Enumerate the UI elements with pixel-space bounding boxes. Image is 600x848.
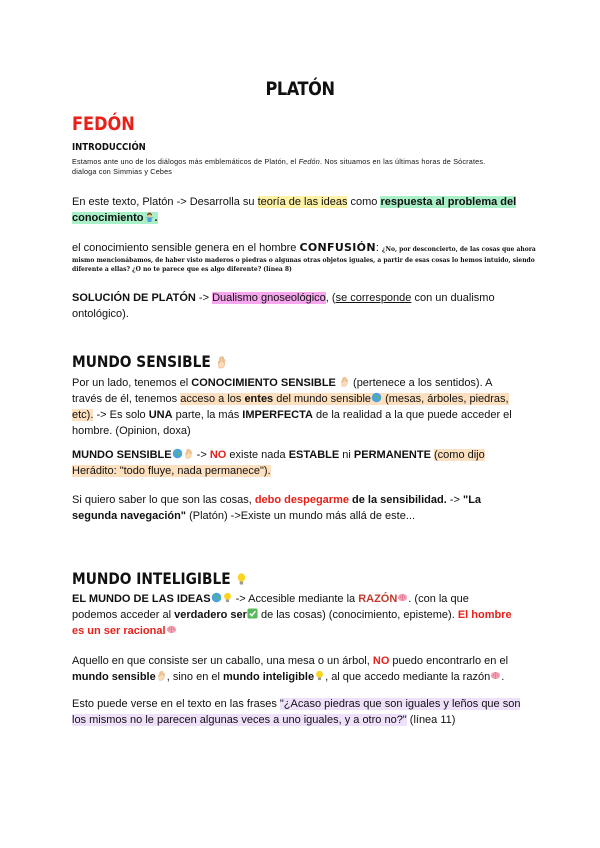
heading-mundo-inteligible <box>72 569 248 588</box>
int-quote-a: "¿Acaso piedras que son iguales y leños que son <box>279 698 521 710</box>
sens-s1a: Si quiero saber lo que son las cosas, <box>72 494 255 506</box>
paragraph-confusion <box>72 240 542 274</box>
page-title: PLATÓN <box>265 78 335 100</box>
p3-text-g: ontológico). <box>72 308 129 320</box>
inteligible-heading-text: MUNDO INTELIGIBLE <box>72 569 231 588</box>
heading-mundo-sensible <box>72 352 228 371</box>
sens-la: "La <box>462 494 482 506</box>
woman-shrug-icon <box>144 212 155 224</box>
int-l1d: . (con la que <box>408 593 469 605</box>
intro-text <box>72 157 542 177</box>
int-c2d: , al que accedo mediante la razón <box>325 671 491 683</box>
int-mundo-sensible: mundo sensible <box>72 671 156 683</box>
paragraph-ideas <box>72 591 532 639</box>
raised-hand-icon <box>183 449 194 461</box>
brain-icon <box>490 671 501 683</box>
sens-examples: (mesas, árboles, piedras, <box>382 393 509 405</box>
int-mundo-inteligible: mundo inteligible <box>223 671 315 683</box>
sens-m1f: ni <box>339 449 354 461</box>
raised-hand-icon <box>339 377 350 389</box>
lightbulb-icon <box>222 593 233 605</box>
sens-despegarme: debo despegarme <box>254 494 349 506</box>
paragraph-sensible-knowledge <box>72 375 532 439</box>
int-c1a: Aquello en que consiste ser un caballo, una mesa o un árbol, <box>72 655 373 667</box>
lightbulb-icon <box>235 569 247 588</box>
paragraph-nothing-stable <box>72 447 532 479</box>
p2-colon: : <box>375 242 382 254</box>
int-c2e: . <box>501 671 505 683</box>
p2-quote-3: diferente a ellas? ¿O no te parece que es algo diferente? (línea 8) <box>72 266 292 273</box>
int-no: NO <box>372 655 390 667</box>
raised-hand-icon <box>156 671 167 683</box>
p1-highlight-response: respuesta al problema del <box>380 196 517 208</box>
sens-heraclito-a: (como dijo <box>434 449 485 461</box>
sens-l3b: -> Es solo <box>93 409 149 421</box>
paragraph-text-evidence <box>72 696 532 728</box>
sens-l3f: de la realidad a la que puede acceder el <box>312 409 512 421</box>
globe-icon <box>371 393 382 405</box>
paragraph-horse-example <box>72 653 532 685</box>
sens-m1d: existe nada <box>226 449 289 461</box>
sens-estable: ESTABLE <box>288 449 340 461</box>
sens-heraclito-b: Herádito: "todo fluye, nada permanece"). <box>72 465 271 477</box>
sens-l4: hombre. (Opinion, doxa) <box>72 425 191 437</box>
p1-highlight-knowledge: conocimiento <box>72 212 144 224</box>
sens-una: UNA <box>148 409 173 421</box>
p3-underline: se corresponde <box>335 292 412 304</box>
int-razon: RAZÓN <box>358 593 398 605</box>
globe-icon <box>211 593 222 605</box>
intro-line2: dialoga con Simmias y Cebes <box>72 167 173 176</box>
brain-icon <box>397 593 408 605</box>
int-verdadero-ser: verdadero ser <box>174 609 247 621</box>
int-line-ref: (línea 11) <box>406 714 456 726</box>
p1-text-a: En este texto, Platón -> Desarrolla su <box>72 196 258 208</box>
int-l2a: podemos acceder al <box>72 609 175 621</box>
int-hombre: El hombre <box>457 609 512 621</box>
sens-mundo: MUNDO SENSIBLE <box>72 449 172 461</box>
sens-s1d: -> <box>446 494 463 506</box>
int-c2b: , sino en el <box>166 671 224 683</box>
sens-access: acceso a los <box>180 393 245 405</box>
sens-no: NO <box>209 449 227 461</box>
p1-text-end: . <box>154 212 158 224</box>
p2-text-a: el conocimiento sensible genera en el hombre <box>72 242 300 254</box>
p3-arrow: -> <box>195 292 213 304</box>
p3-text-d: , ( <box>325 292 336 304</box>
p2-quote-1: ¿No, por desconcierto, de las cosas que ahora <box>381 246 536 253</box>
p3-text-f: con un dualismo <box>411 292 495 304</box>
sens-l1c: (pertenece a los sentidos). A <box>349 377 493 389</box>
intro-heading: INTRODUCCIÓN <box>72 142 146 153</box>
sens-l3d: parte, la más <box>172 409 243 421</box>
paragraph-theory <box>72 194 532 226</box>
paragraph-solution <box>72 290 532 322</box>
section-title-fedon: FEDÓN <box>72 113 135 135</box>
brain-icon <box>166 625 177 637</box>
sens-entes: entes <box>244 393 274 405</box>
globe-icon <box>172 449 183 461</box>
intro-line1-italic: Fedón <box>298 157 320 166</box>
p3-solution: SOLUCIÓN DE PLATÓN <box>72 292 196 304</box>
sens-m1b: -> <box>193 449 210 461</box>
sens-sensibilidad: de la sensibilidad. <box>348 494 447 506</box>
sens-permanente: PERMANENTE <box>353 449 431 461</box>
sens-etc: etc). <box>72 409 94 421</box>
intro-line1-pre: Estamos ante uno de los diálogos más emblemáticos de Platón, el <box>72 157 299 166</box>
p1-highlight-theory: teoría de las ideas <box>257 196 348 208</box>
int-ser-racional: es un ser racional <box>72 625 166 637</box>
paragraph-second-navigation <box>72 492 532 524</box>
int-quote-b: los mismos no le parecen algunas veces a uno iguales, y a otro no?" <box>72 714 407 726</box>
int-l2c: de las cosas) (conocimiento, episteme). <box>257 609 458 621</box>
sens-conocimiento: CONOCIMIENTO SENSIBLE <box>191 377 336 389</box>
intro-line1-post: . Nos situamos en las últimas horas de Sócrates. <box>319 157 486 166</box>
sens-s2b: (Platón) ->Existe un mundo más allá de este... <box>186 510 416 522</box>
check-icon <box>247 609 258 621</box>
int-c1c: puedo encontrarlo en el <box>389 655 509 667</box>
sens-world: del mundo sensible <box>273 393 372 405</box>
p3-highlight-dualism: Dualismo gnoseológico <box>212 292 326 304</box>
p2-quote-2: mismo mencionábamos, de haber visto maderos o piedras o algunas otras objetos iguales, a partir de esas cosas lo hemos intuido, siendo <box>72 257 535 264</box>
int-mundo-ideas: EL MUNDO DE LAS IDEAS <box>72 593 211 605</box>
sens-imperfecta: IMPERFECTA <box>242 409 313 421</box>
int-l1b: -> Accesible mediante la <box>232 593 359 605</box>
p2-confusion: CONFUSIÓN <box>299 241 376 254</box>
lightbulb-icon <box>314 671 325 683</box>
sensible-heading-text: MUNDO SENSIBLE <box>72 352 211 371</box>
sens-l1a: Por un lado, tenemos el <box>72 377 192 389</box>
sens-l2a: través de él, tenemos <box>72 393 181 405</box>
raised-hand-icon <box>216 352 228 371</box>
int-e1a: Esto puede verse en el texto en las frases <box>72 698 280 710</box>
sens-segunda: segunda navegación" <box>72 510 187 522</box>
p1-text-c: como <box>347 196 381 208</box>
